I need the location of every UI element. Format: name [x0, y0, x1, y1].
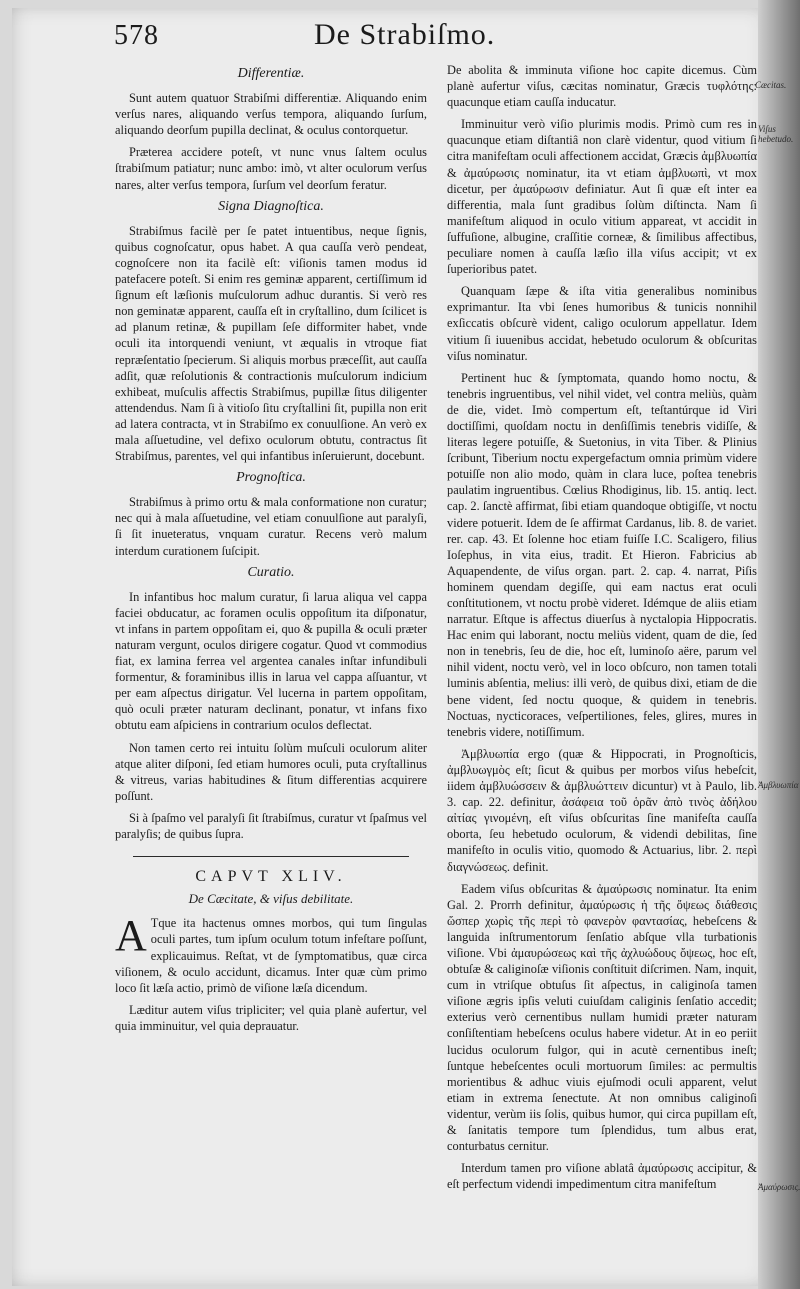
drop-cap: A: [115, 911, 147, 961]
paragraph-curatio-2: Non tamen certo rei intuitu ſolùm muſculi oculorum aliter atque aliter diſponi, ſed etiam humores oculi, puta cryſtallinus & vitreus, varias habitudines & ſitum differentias acquirere poſſunt.: [115, 740, 427, 803]
paragraph-curatio-1: In infantibus hoc malum curatur, ſi larua aliqua vel cappa faciei obducatur, ac foramen oculis oppoſitum ita diſponatur, vt infans in partem oppoſitam ei, quo & pupilla & oculi præter naturam vergunt, oculos dirigere cogatur. Quod vt commodius fiat, ex lamina ferrea vel argentea canales inſtar infundibuli formentur, & foraminibus illis in larua vel cappa aſſuantur, vt per eam aſpectus dirigatur. Vel lucerna in partem oppoſitam, quò oculi præter naturam declinant, ponatur, vt infans fixo obtutu eam aſpiciens in contrarium oculos deflectat.: [115, 589, 427, 733]
running-head: [114, 16, 634, 56]
paragraph-signa-1: Strabiſmus facilè per ſe patet intuentibus, neque ſignis, quibus cognoſcatur, opus habet. A qua cauſſa verò pendeat, cognoſcere non ita facilè eſt: viſionis tamen modus id patefacere poteſt. Si enim res geminæ apparent, certiſſimum id ſignum eſt læſionis muſculorum adhuc durantis. Si verò res non geminatæ apparent, cauſſa eſt in cryſtallino, dum ſcilicet is ad planum retinæ, & pupillam ſeſe difformiter habet, vnde oculi ita intorquendi veniunt, vt æqualis in vtroque fiat repræſentatio ſpecierum. Si aliquis morbus præceſſit, aut cauſſa adſit, quæ reſolutionis & contractionis muſculorum indicium exhibeat, muſculis affectis Strabiſmus, pupillæ ſitus diligenter attendendus. Nam ſi à vitioſo ſitu cryſtallini ſit, pupilla non erit ad latera contracta, vt in Strabiſmo ex conuulſione. An verò ex mala aſſuetudine, vel defixo oculorum obtutu, contractus ſit Strabiſmus, parentes, vel qui infantibus inſeruierunt, docebunt.: [115, 223, 427, 464]
page-number: 578: [114, 20, 159, 51]
book-fold-shadow: [758, 0, 800, 1289]
margin-note-visus-hebetudo: Viſus hebetudo.: [758, 124, 794, 144]
paragraph-chapter-1: [115, 911, 427, 995]
paragraph-chapter-2: Læditur autem viſus tripliciter; vel quia planè aufertur, vel quia imminuitur, vel quia deprauatur.: [115, 1002, 427, 1033]
paragraph-right-3: Quanquam ſæpe & iſta vitia generalibus nominibus exprimantur. Ita vbi ſenes humoribus & tunicis nonnihil exſiccatis obſcurè vident, caligo oculorum appellatur. Idem vitium ſi iuuenibus accidat, hebetudo oculorum & obſcuritas viſus nominatur.: [447, 284, 757, 363]
paragraph-curatio-3: Si à ſpaſmo vel paralyſi ſit ſtrabiſmus, curatur vt ſpaſmus vel paralyſis; de quibus ſupra.: [115, 810, 427, 842]
chapter-subtitle: De Cæcitate, & viſus debilitate.: [188, 891, 354, 907]
paragraph-chapter-1-text: Tque ita hactenus omnes morbos, qui tum ſingulas oculi partes, tum ipſum oculum totum infeſtare poſſunt, explicauimus. Reſtat, vt de ſymptomatibus, quæ circa viſionem, & oculo accidunt, dicamus. Inter quæ cùm primo loco ſit læſa actio, primò de viſione læſa dicendum.: [115, 916, 427, 995]
margin-note-caecitas: Cæcitas.: [755, 80, 787, 90]
heading-signa-diagnostica: Signa Diagnoſtica.: [218, 198, 324, 214]
paragraph-right-7: Interdum tamen pro viſione ablatâ ἀμαύρωσις accipitur, & eſt perfectum videndi impedimentum citra manifeſtum: [447, 1161, 757, 1192]
heading-curatio: Curatio.: [247, 564, 295, 580]
paragraph-differentiae-1: Sunt autem quatuor Strabiſmi differentiæ. Aliquando enim verſus nares, aliquando verſus tempora, aliquando ſurſum, aliquando deorſum pupilla declinat, & oculus contorquetur.: [115, 91, 427, 138]
left-column: [115, 62, 427, 1040]
heading-prognostica: Prognoſtica.: [236, 470, 306, 486]
margin-note-amaurosis: Ἀμαύρωσις.: [758, 1182, 800, 1192]
heading-differentiae: Differentiæ.: [237, 66, 305, 81]
margin-note-amblyopia: Ἀμβλυωπία: [758, 780, 799, 790]
paragraph-right-1: De abolita & imminuta viſione hoc capite dicemus. Cùm planè aufertur viſus, cæcitas nominatur, Græcis τυφλότης: quacunque etiam cauſſa inducatur.: [447, 63, 757, 110]
paragraph-prognostica-1: Strabiſmus à primo ortu & mala conformatione non curatur; nec qui à mala aſſuetudine, vel etiam conuulſione aut paralyſi, ſi ſit inueteratus, vnquam curatur. Recens verò malum interdum curationem ſuſcipit.: [115, 495, 427, 558]
paragraph-right-4: Pertinent huc & ſymptomata, quando homo noctu, & tenebris ingruentibus, vel nihil videt, vel contra meliùs, quàm de die, videt. Imò compertum eſt, teſtantúrque id Viri doctiſſimi, quoſdam noctu in denſiſſimis tenebris vidiſſe, & literas legere potuiſſe, & Suetonius, in vita Tiber. & Plinius ſcribunt, Tiberium noctu expergefactum omnia primùm videre potuiſſe non alio modo, quàm in clara luce, poſtea tenebris paulatim ingruentibus. Cœlius Rhodiginus, lib. 15. antiq. lect. cap. 2. ſanctè affirmat, ſibi etiam quandoque obtigiſſe, vt noctu videre potuerit. Idem de ſe affirmat Cardanus, lib. 8. de variet. rer. cap. 43. Et ſolenne hoc etiam fuiſſe I.C. Scaligero, filius Ioſephus, in vita eius, tradit. Et Hieron. Fabricius ab Aquapendente, de viſus organ. part. 2. cap. 4. narrat, Piſis hominem quendam degiſſe, qui eam nactus erat oculi conſtitutionem, vt noctu probè videret. Idémque de aliis etiam narratur. Eſtque is affectus diuerſus à nyctalopia Hippocratis. Hac enim qui laborant, noctu meliùs vident, quam de die, ſed non in tenebris, ſeu de die, hoc eſt, luminoſo aëre, parum vel nihil vident, noctu verò, vel in loco obſcuro, non tamen totali luminis abſentia, melius: illi verò, de quibus dixi, etiam de die bene vident, ſed noctu quoque, & quidem in tenebris. Noctuas, nycticoraces, veſpertiliones, feles, glires, mures in tenebris videre, notiſſimum.: [447, 370, 757, 739]
paragraph-differentiae-2: Præterea accidere poteſt, vt nunc vnus ſaltem oculus ſtrabiſmum patiatur; nunc ambo: imò, vt alter oculorum verſus nares, alter verſus tempora, ſurſum vel deorſum feratur.: [115, 145, 427, 192]
paragraph-right-5: Ἀμβλυωπία ergo (quæ & Hippocrati, in Prognoſticis, ἀμβλυωγμὸς eſt; ſicut & quibus per morbos viſus hebeſcit, iidem ἀμβλυώσσειν & ἀμβλυώττειν dicuntur) vt à Paulo, lib. 3. cap. 22. definitur, ἀσάφεια τοῦ ὁρᾶν ἀπὸ τινὸς ἀδήλου αἰτίας γινομένη, eſt viſus obſcuritas ſine manifeſta cauſſa oborta, ſeu hebetudo oculorum, & videndi debilitas, ſine manifeſto in oculis vitio, quomodo & Actuarius, libr. 2. περὶ διαγνώσεως. definit.: [447, 746, 757, 874]
chapter-title: CAPVT XLIV.: [195, 868, 347, 886]
paragraph-right-6: Eadem viſus obſcuritas & ἀμαύρωσις nominatur. Ita enim Gal. 2. Prorrh definitur, ἀμαύρωσις ἡ τῆς ὄψεως διάθεσις ὥσπερ χωρὶς τῆς περὶ τὸ φανερὸν φαντασίας, hebeſcens & languida inſtrumentorum ſenſatio abſque vlla turbationis viſione. Vbi ἀμαυρώσεως καὶ τῆς ἀχλυώδους ὄψεως, hoc eſt, obtuſæ & caliginoſæ viſionis conſtituit diſcrimen. Nam, inquit, cum in vtriſque obtuſus ſit aſpectus, in caliginoſa tamen viſione ægris ipſis veluti cuiuſdam caliginis ſenſatio accedit; exterius verò cernentibus nullam humidi præter naturam conſiſtentiam hebeſcens oculus habere videtur. At in eo periit lucidus oculorum fulgor, qui in acutè cernentibus ineſt; ſuntque hebeſcentes oculi mortuorum ſimiles: ac permultis morientibus & adhuc viuis ejuſmodi oculi apparent, velut etiam in extrema ſenectute. At non omnibus caliginoſi videntur, verùm iis ſolis, quibus humor, qui circa pupillam eſt, & ſanitatis tempore tum ſplendidus, tum albus erat, conturbatus cernitur.: [447, 881, 757, 1154]
chapter-divider: [133, 856, 409, 857]
running-title: De Strabiſmo.: [314, 18, 496, 51]
right-column: [447, 62, 757, 1198]
paragraph-right-2: Imminuitur verò viſio plurimis modis. Primò cum res in quacunque etiam diſtantiâ non clarè videntur, quod vitium ſi citra manifeſtam oculi affectionem accidat, Græcis ἀμβλυωπία & ἀμαύρωσις nominatur, ita vt etiam ἀμβλυωπὶ, vt mox dicetur, per ἀμαύρωσιν definiatur. Aut ſi quæ eſt inter ea differentia, mala ſunt gradibus ſolùm diſtincta. Nam ſi manifeſtum aliquod in oculo vitium appareat, vt accidit in ſuffuſione, albugine, craſſitie corneæ, & ſimilibus affectibus, peculiare nomen à cauſſa læſio illa viſus accipit; vt ex ſuperioribus patet.: [447, 117, 757, 277]
